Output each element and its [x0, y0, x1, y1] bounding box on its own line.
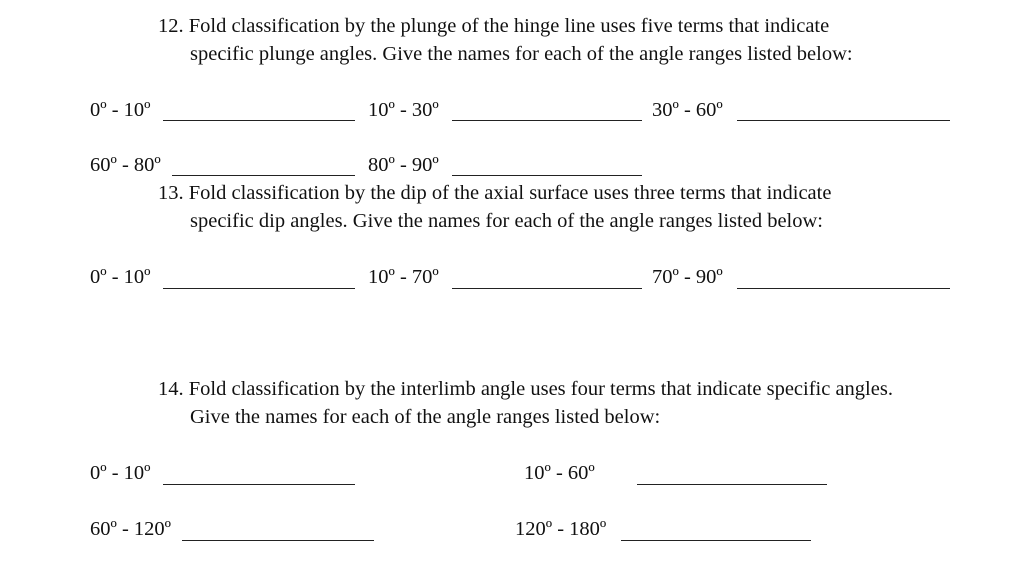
- q13-range-70-90-label: 70º - 90º: [652, 266, 723, 288]
- q14-answer-blank-0-10[interactable]: [163, 484, 355, 485]
- q13-answer-blank-70-90[interactable]: [737, 288, 950, 289]
- question-14-text-line-1: 14. Fold classification by the interlimb angle uses four terms that indicate specific angles.: [158, 378, 893, 400]
- q14-range-10-60-label: 10º - 60º: [524, 462, 595, 484]
- question-12-text-line-1: 12. Fold classification by the plunge of the hinge line uses five terms that indicate: [158, 15, 830, 37]
- q12-answer-blank-80-90[interactable]: [452, 175, 642, 176]
- q12-answer-blank-10-30[interactable]: [452, 120, 642, 121]
- question-13-text-line-1: 13. Fold classification by the dip of the axial surface uses three terms that indicate: [158, 182, 832, 204]
- q14-answer-blank-60-120[interactable]: [182, 540, 374, 541]
- q13-answer-blank-10-70[interactable]: [452, 288, 642, 289]
- question-14-text-line-2: Give the names for each of the angle ranges listed below:: [190, 406, 661, 428]
- q14-range-0-10-label: 0º - 10º: [90, 462, 151, 484]
- question-12-text-line-2: specific plunge angles. Give the names for each of the angle ranges listed below:: [190, 43, 853, 65]
- q13-range-10-70-label: 10º - 70º: [368, 266, 439, 288]
- q12-answer-blank-60-80[interactable]: [172, 175, 355, 176]
- q12-range-30-60-label: 30º - 60º: [652, 99, 723, 121]
- q14-range-120-180-label: 120º - 180º: [515, 518, 607, 540]
- q12-range-0-10-label: 0º - 10º: [90, 99, 151, 121]
- q13-range-0-10-label: 0º - 10º: [90, 266, 151, 288]
- q14-range-60-120-label: 60º - 120º: [90, 518, 172, 540]
- q12-range-10-30-label: 10º - 30º: [368, 99, 439, 121]
- q12-range-60-80-label: 60º - 80º: [90, 154, 161, 176]
- q13-answer-blank-0-10[interactable]: [163, 288, 355, 289]
- q14-answer-blank-120-180[interactable]: [621, 540, 811, 541]
- q12-range-80-90-label: 80º - 90º: [368, 154, 439, 176]
- question-13-text-line-2: specific dip angles. Give the names for each of the angle ranges listed below:: [190, 210, 823, 232]
- q12-answer-blank-0-10[interactable]: [163, 120, 355, 121]
- q14-answer-blank-10-60[interactable]: [637, 484, 827, 485]
- q12-answer-blank-30-60[interactable]: [737, 120, 950, 121]
